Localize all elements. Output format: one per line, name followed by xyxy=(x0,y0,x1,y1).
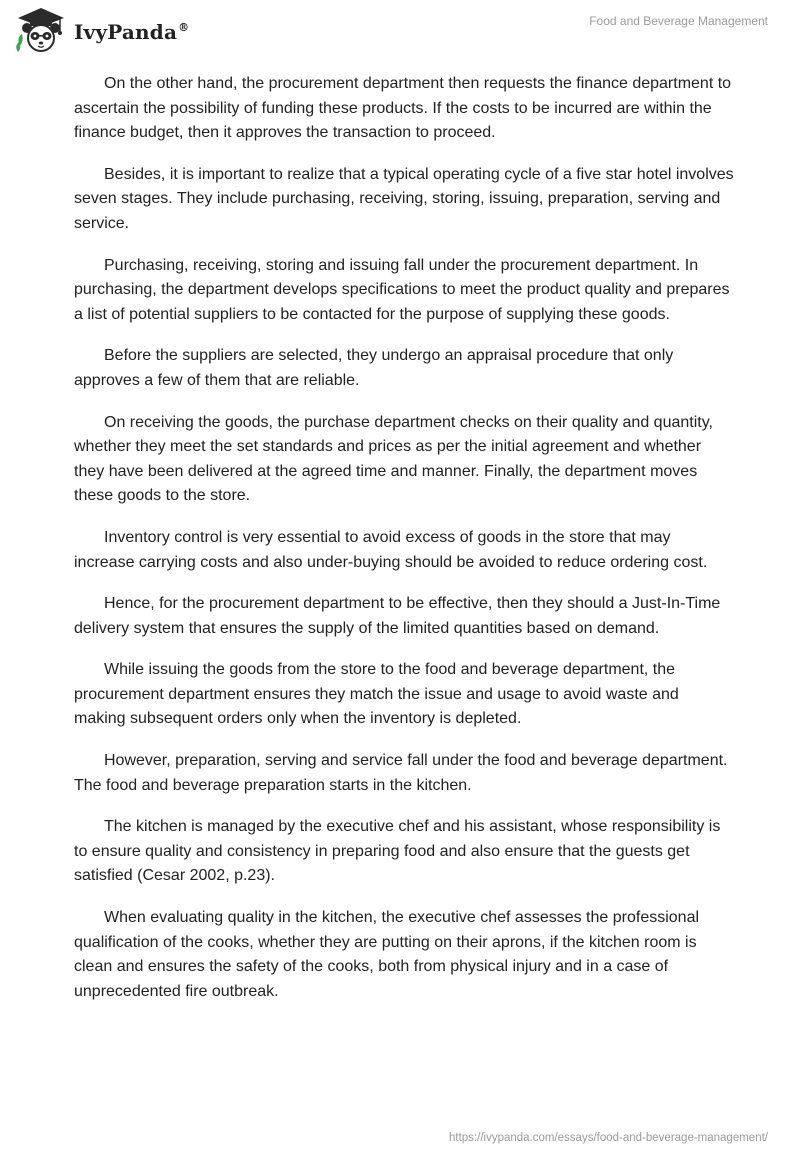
paragraph: Inventory control is very essential to avoid excess of goods in the store that may increase carrying costs and also under-buying should be avoided to reduce ordering cost. xyxy=(74,528,708,571)
paragraph: The kitchen is managed by the executive chef and his assistant, whose responsibility is to ensure quality and consistency in preparing food and also ensure that the guests get satisfied (Cesar 2002, p.23). xyxy=(74,818,721,885)
brand-name: IvyPanda® xyxy=(74,20,190,44)
paragraph: While issuing the goods from the store to the food and beverage department, the procurement department ensures they match the issue and usage to avoid waste and making subsequent orders only when the inventory is depleted. xyxy=(74,661,679,728)
registered-mark: ® xyxy=(178,21,190,35)
essay-body xyxy=(74,72,734,1021)
paragraph: When evaluating quality in the kitchen, the executive chef assesses the professional qualification of the cooks, whether they are putting on their aprons, if the kitchen room is clean and ensures the safety of the cooks, both from physical injury and in a case of unprecedented fire outbreak. xyxy=(74,909,700,1000)
paragraph: On the other hand, the procurement department then requests the finance department to ascertain the possibility of funding these products. If the costs to be incurred are within the finance budget, then it approves the transaction to proceed. xyxy=(74,75,732,142)
paragraph: On receiving the goods, the purchase department checks on their quality and quantity, whether they meet the set standards and prices as per the initial agreement and whether they have been delivered at the agreed time and manner. Finally, the department moves these goods to the store. xyxy=(74,413,713,505)
paragraph: However, preparation, serving and service fall under the food and beverage department. The food and beverage preparation starts in the kitchen. xyxy=(74,752,728,794)
paragraph: Besides, it is important to realize that a typical operating cycle of a five star hotel involves seven stages. They include purchasing, receiving, storing, issuing, preparation, serving and service. xyxy=(74,165,734,232)
panda-graduate-logo-icon xyxy=(14,6,68,56)
brand-logo[interactable] xyxy=(14,6,189,56)
document-title: Food and Beverage Management xyxy=(589,14,768,28)
paragraph: Hence, for the procurement department to be effective, then they should a Just-In-Time delivery system that ensures the supply of the limited quantities based on demand. xyxy=(74,595,721,637)
paragraph: Before the suppliers are selected, they undergo an appraisal procedure that only approves a few of them that are reliable. xyxy=(74,347,674,389)
source-url-link[interactable]: https://ivypanda.com/essays/food-and-beverage-management/ xyxy=(449,1132,768,1144)
page-header xyxy=(0,0,800,62)
paragraph: Purchasing, receiving, storing and issuing fall under the procurement department. In purchasing, the department develops specifications to meet the product quality and prepares a list of potential suppliers to be contacted for the purpose of supplying these goods. xyxy=(74,256,730,323)
